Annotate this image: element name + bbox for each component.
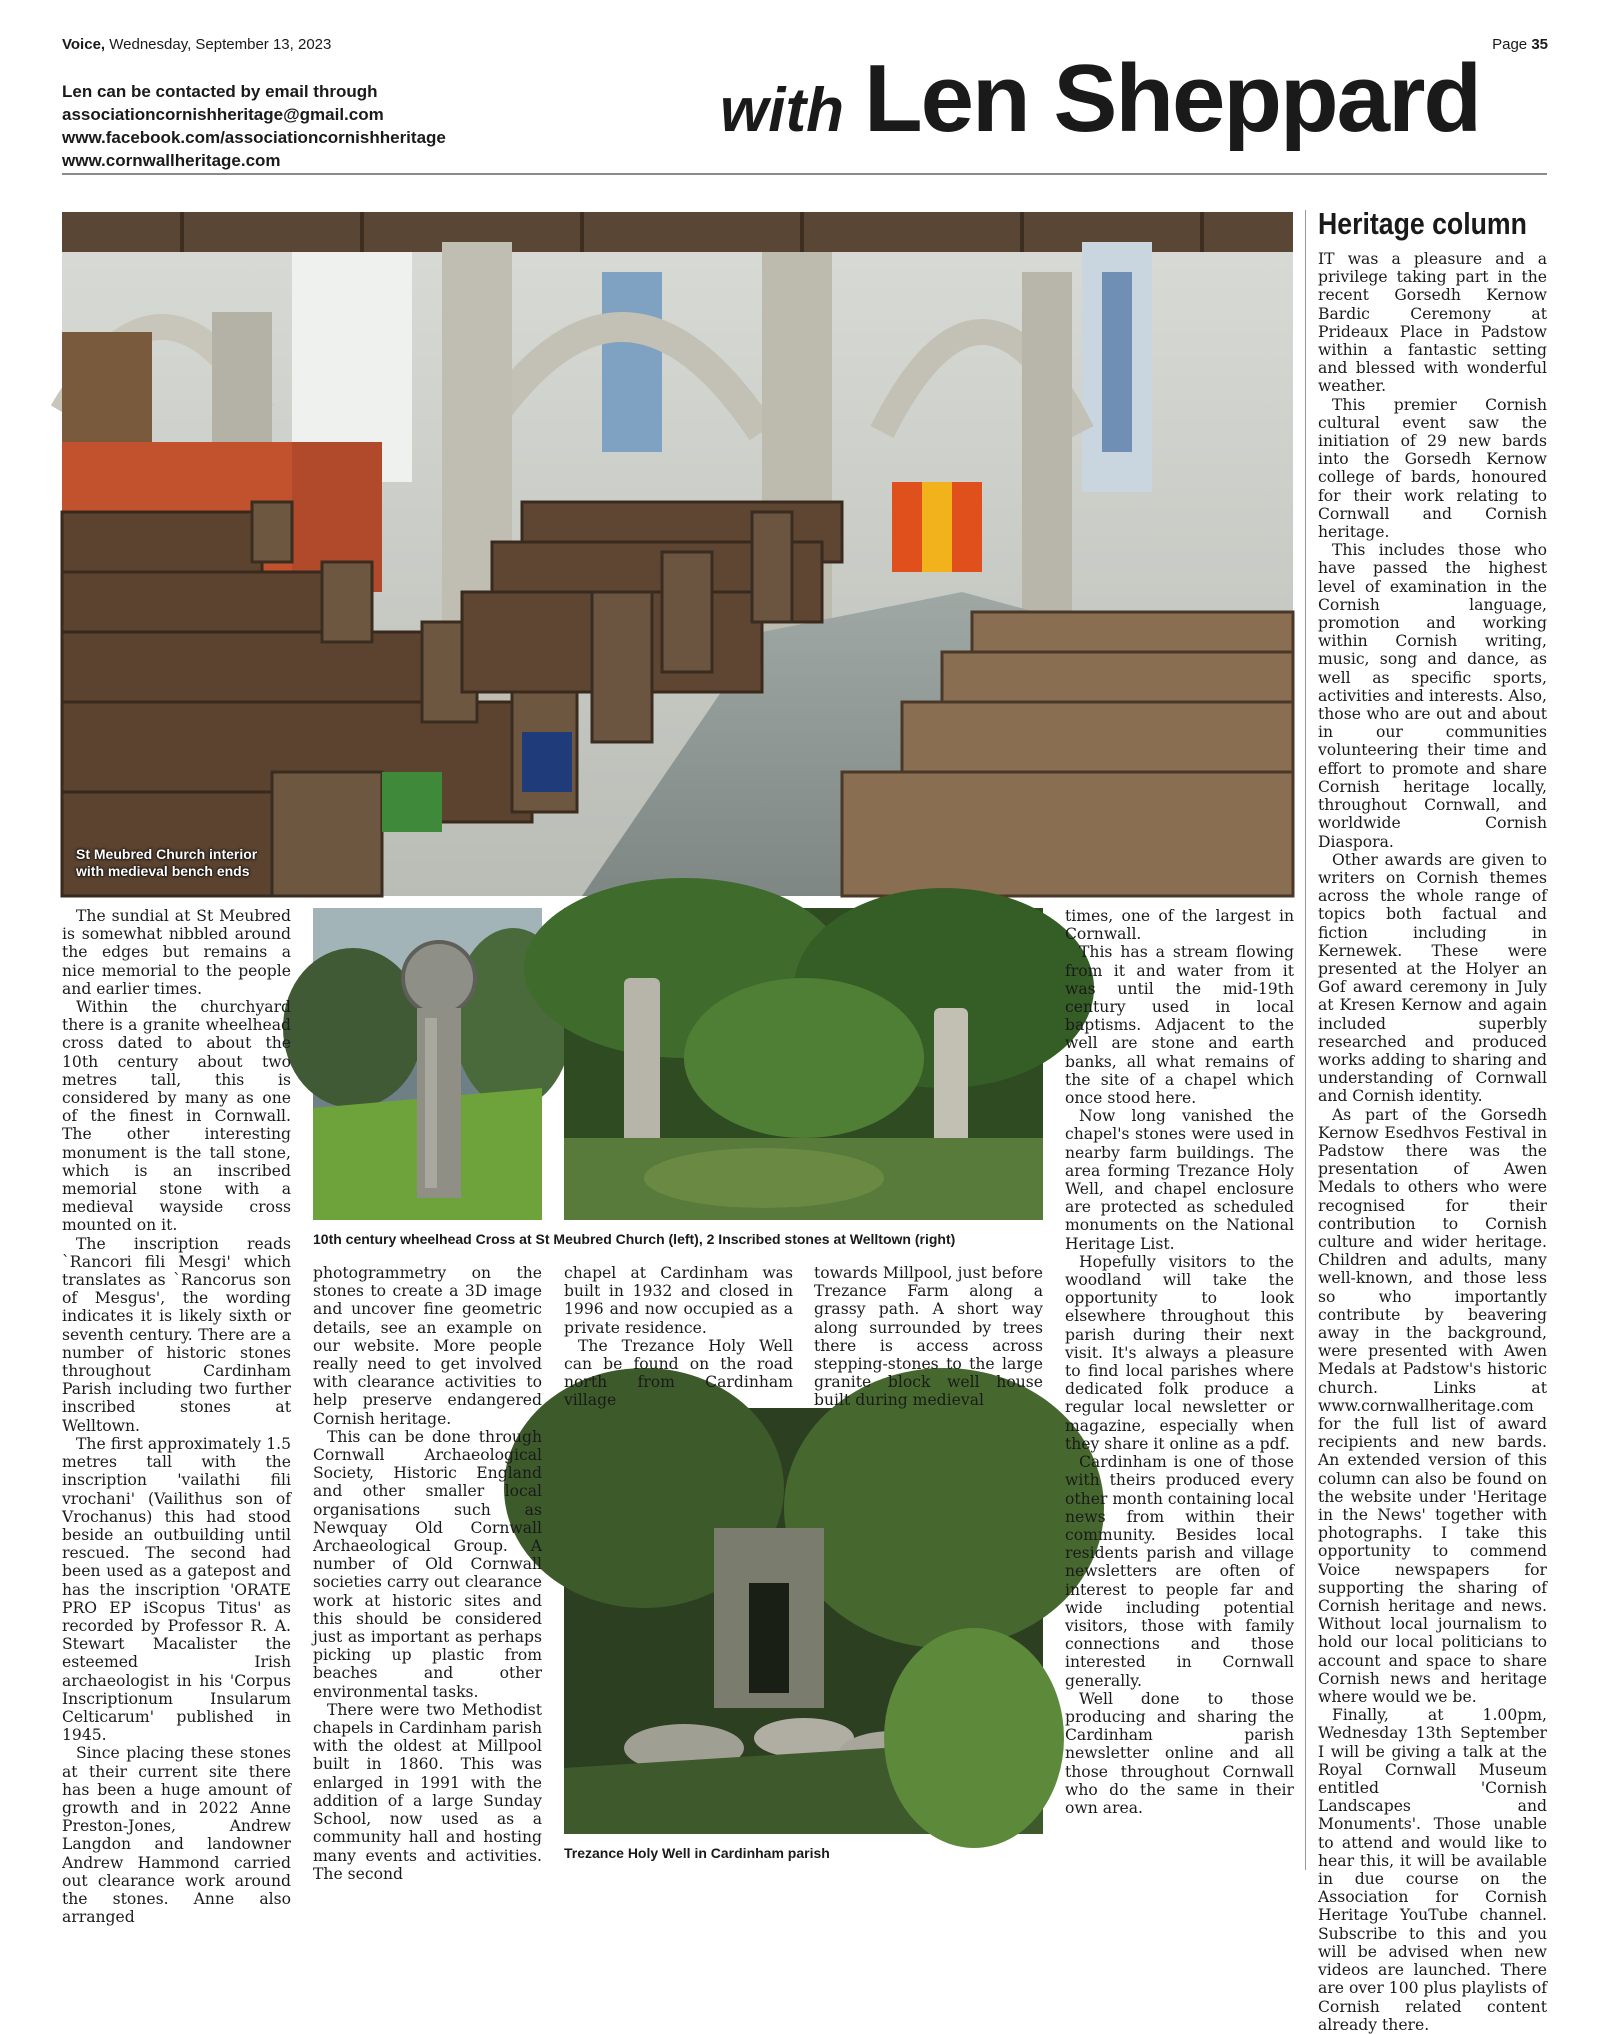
- col5-para-4: Hopefully visitors to the woodland will take the opportunity to look elsewhere throughout this parish during their next visit. It's always a pleasure to find local parishes where dedicated folk produce a regular local newsletter or magazine, especially when they share it online as a pdf.: [1065, 1252, 1294, 1453]
- contact-intro: Len can be contacted by email through: [62, 82, 378, 101]
- well-photo-caption: Trezance Holy Well in Cardinham parish: [564, 1845, 830, 1861]
- heritage-column-body: [1318, 250, 1547, 2034]
- contact-block: [62, 80, 446, 172]
- col5-para-1: times, one of the largest in Cornwall.: [1065, 907, 1294, 944]
- page-number: [1492, 36, 1548, 53]
- heritage-column-title: Heritage column: [1318, 206, 1527, 241]
- holy-well-photo: [564, 1408, 1043, 1834]
- stones-photo-caption: 10th century wheelhead Cross at St Meubred Church (left), 2 Inscribed stones at Welltown (right): [313, 1231, 956, 1247]
- church-caption-line-1: St Meubred Church interior: [76, 846, 258, 862]
- col5-para-2: This has a stream flowing from it and water from it was until the mid-19th century used in local baptisms. Adjacent to the well are stone and earth banks, all what remains of the site of a chapel which once stood here.: [1065, 943, 1294, 1108]
- heritage-para-1: IT was a pleasure and a privilege taking part in the recent Gorsedh Kernow Bardic Ceremony at Prideaux Place in Padstow within a fantastic setting and blessed with wonderful weather.: [1318, 250, 1547, 396]
- page-label: Page: [1492, 36, 1528, 53]
- col3-para-2: The Trezance Holy Well can be found on the road north from Cardinham village: [564, 1336, 793, 1410]
- welltown-stones-photo: [564, 908, 1043, 1220]
- col2-para-3: There were two Methodist chapels in Cardinham parish with the oldest at Millpool built in 1860. This was enlarged in 1991 with the addition of a large Sunday School, now used as a community hall and hosting many events and activities. The second: [313, 1700, 542, 1883]
- col2-para-2: This can be done through Cornwall Archaeological Society, Historic England and other smaller local organisations such as Newquay Old Cornwall Archaeological Group. A number of Old Cornwall societies carry out clearance work at historic sites and this should be considered just as important as perhaps picking up plastic from beaches and other environmental tasks.: [313, 1427, 542, 1701]
- byline-with: with: [720, 76, 844, 145]
- page-number-value: 35: [1531, 36, 1548, 53]
- heritage-para-6: Finally, at 1.00pm, Wednesday 13th September I will be giving a talk at the Royal Cornwall Museum entitled 'Cornish Landscapes and Monuments'. Those unable to attend and would like to hear this, it will be available in due course on the Association for Cornish Heritage YouTube channel. Subscribe to this and you will be advised when new videos are launched. There are over 100 plus playlists of Cornish related content already there.: [1318, 1706, 1547, 2034]
- article-column-3: [564, 1264, 793, 1410]
- col1-para-5: Since placing these stones at their current site there has been a huge amount of growth and in 2022 Anne Preston-Jones, Andrew Langdon and landowner Andrew Hammond carried out clearance work around the stones. Anne also arranged: [62, 1744, 291, 1927]
- byline-author: Len Sheppard: [863, 45, 1481, 152]
- issue-date: Wednesday, September 13, 2023: [109, 36, 332, 53]
- article-column-5: [1065, 907, 1294, 1817]
- header-rule: [62, 173, 1547, 175]
- publication-name: Voice,: [62, 36, 106, 53]
- wheelhead-cross-photo: [313, 908, 542, 1220]
- contact-email: associationcornishheritage@gmail.com: [62, 105, 384, 124]
- col2-para-1: photogrammetry on the stones to create a 3D image and uncover fine geometric details, see an example on our website. More people really need to get involved with clearance activities to help preserve endangered Cornish heritage.: [313, 1264, 542, 1428]
- heritage-divider: [1305, 210, 1306, 1870]
- article-column-1: [62, 907, 291, 1926]
- contact-website: www.cornwallheritage.com: [62, 151, 281, 170]
- col1-para-3: The inscription reads `Rancori fili Mesgi' which translates as `Rancorus son of Mesgus', the wording indicates it is likely sixth or seventh century. There are a number of historic stones throughout Cardinham Parish including two further inscribed stones at Welltown.: [62, 1234, 291, 1435]
- col5-para-3: Now long vanished the chapel's stones were used in nearby farm buildings. The area forming Trezance Holy Well, and chapel enclosure are protected as scheduled monuments on the National Heritage List.: [1065, 1107, 1294, 1253]
- church-photo-caption: [76, 846, 257, 880]
- article-column-2: [313, 1264, 542, 1883]
- col5-para-5: Cardinham is one of those with theirs produced every other month containing local news from within their community. Besides local residents parish and village newsletters are often of interest to people far and wide including potential visitors, those with family connections and those interested in Cornwall generally.: [1065, 1453, 1294, 1690]
- col1-para-1: The sundial at St Meubred is somewhat nibbled around the edges but remains a nice memorial to the people and earlier times.: [62, 907, 291, 998]
- heritage-para-3: This includes those who have passed the highest level of examination in the Cornish language, promotion and working within Cornish writing, music, song and dance, as well as specific sports, activities and interests. Also, those who are out and about in our communities volunteering their time and effort to promote and share Cornish heritage locally, throughout Cornwall, and worldwide Cornish Diaspora.: [1318, 541, 1547, 851]
- col4-para-1: towards Millpool, just before Trezance Farm along a grassy path. A short way along surrounded by trees there is access across stepping-stones to the large granite block well house built during medieval: [814, 1264, 1043, 1410]
- col3-para-1: chapel at Cardinham was built in 1932 and closed in 1996 and now occupied as a private residence.: [564, 1264, 793, 1337]
- dateline: [62, 36, 331, 53]
- byline: [720, 44, 1480, 154]
- heritage-para-4: Other awards are given to writers on Cornish themes across the whole range of topics both factual and fiction including in Kernewek. These were presented at the Holyer an Gof award ceremony in July at Kresen Kernow and again included superbly researched and produced works adding to sharing and understanding of Cornwall and Cornish identity.: [1318, 850, 1547, 1106]
- church-caption-line-2: with medieval bench ends: [76, 863, 250, 879]
- col5-para-6: Well done to those producing and sharing the Cardinham parish newsletter online and all those throughout Cornwall who do the same in their own area.: [1065, 1689, 1294, 1817]
- col1-para-2: Within the churchyard there is a granite wheelhead cross dated to about the 10th century about two metres tall, this is considered by many as one of the finest in Cornwall. The other interesting monument is the tall stone, which is an inscribed memorial stone with a medieval wayside cross mounted on it.: [62, 998, 291, 1235]
- article-column-4: [814, 1264, 1043, 1410]
- heritage-para-5: As part of the Gorsedh Kernow Esedhvos Festival in Padstow there was the presentation of Awen Medals to others who were recognised for their contribution to Cornish culture and wider heritage. Children and adults, many well-known, and those less so who importantly contribute by beavering away in the background, were presented with Awen Medals at Padstow's historic church. Links at www.cornwallheritage.com for the full list of award recipients and new bards. An extended version of this column can also be found on the website under 'Heritage in the News' together with photographs. I take this opportunity to commend Voice newspapers for supporting the sharing of Cornish heritage and news. Without local journalism to hold our local politicians to account and space to share Cornish news and heritage where would we be.: [1318, 1105, 1547, 1707]
- church-interior-photo: [62, 212, 1293, 896]
- contact-facebook: www.facebook.com/associationcornishheritage: [62, 128, 446, 147]
- col1-para-4: The first approximately 1.5 metres tall with the inscription 'vailathi fili vrochani' (Vailithus son of Vrochanus) this had stood beside an outbuilding until rescued. The second had been used as a gatepost and has the inscription 'ORATE PRO EP iScopus Titus' as recorded by Professor R. A. Stewart Macalister the esteemed Irish archaeologist in his 'Corpus Inscriptionum Insularum Celticarum' published in 1945.: [62, 1434, 291, 1745]
- heritage-para-2: This premier Cornish cultural event saw the initiation of 29 new bards into the Gorsedh Kernow college of bards, honoured for their work relating to Cornwall and Cornish heritage.: [1318, 395, 1547, 542]
